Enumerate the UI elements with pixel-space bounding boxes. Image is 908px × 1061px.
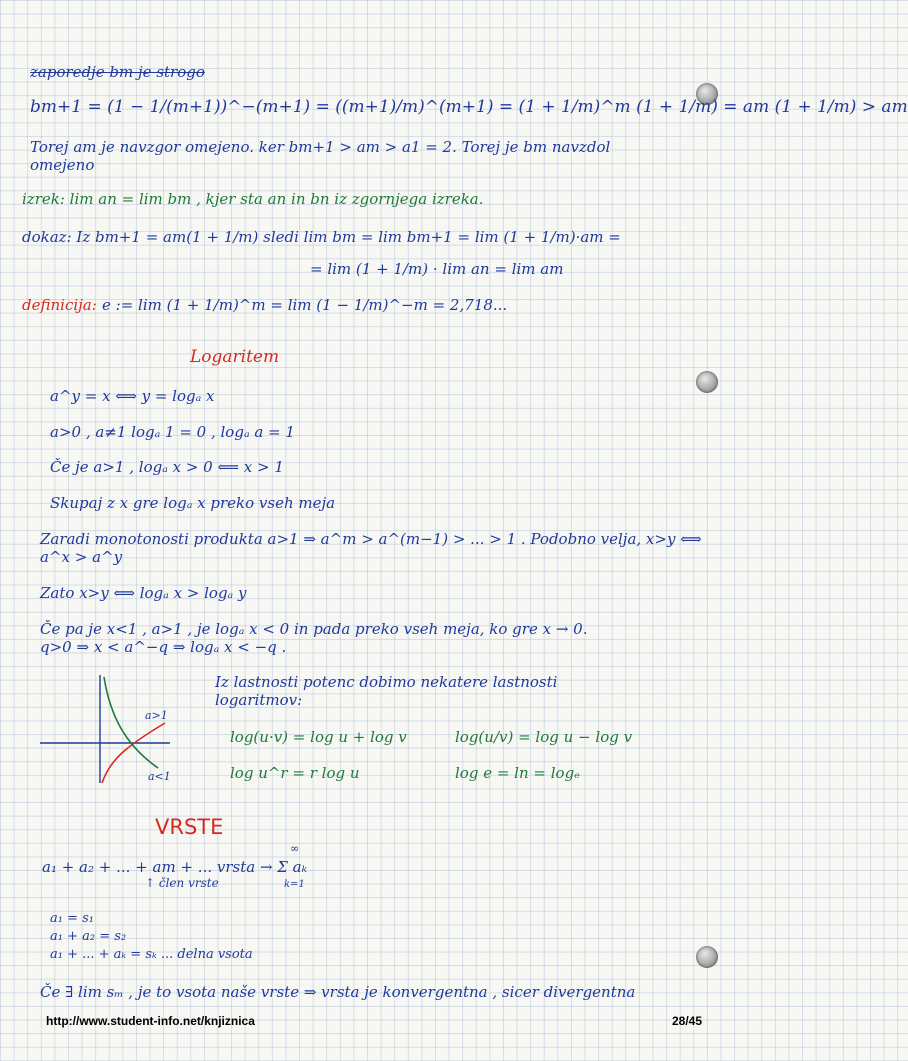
note-line-12: Skupaj z x gre logₐ x preko vseh meja <box>50 494 336 512</box>
footer-url: http://www.student-info.net/knjiznica <box>46 1014 255 1028</box>
proof-line-2: = lim (1 + 1/m) · lim an = lim am <box>310 260 564 278</box>
note-line-25: a₁ + a₂ = s₂ <box>50 929 127 944</box>
note-line-14: a^x > a^y <box>40 548 123 566</box>
heading-logaritem: Logaritem <box>190 347 280 367</box>
footer-page-number: 28/45 <box>671 1014 702 1028</box>
note-line-2: bm+1 = (1 − 1/(m+1))^−(m+1) = ((m+1)/m)^(m+1) = (1 + 1/m)^m (1 + 1/m) = am (1 + 1/m) > am <box>30 97 908 117</box>
logarithm-graph <box>40 665 170 790</box>
note-line-13: Zaradi monotonosti produkta a>1 ⇒ a^m > a^(m−1) > ... > 1 . Podobno velja, x>y ⟺ <box>40 530 702 548</box>
definition-line: e := lim (1 + 1/m)^m = lim (1 − 1/m)^−m = 2,718... <box>102 296 508 314</box>
note-line-23: ↑ člen vrste <box>145 876 219 890</box>
note-line-10: a>0 , a≠1 logₐ 1 = 0 , logₐ a = 1 <box>50 423 295 441</box>
log-rule-power: log u^r = r log u <box>230 764 360 782</box>
proof-line-1: dokaz: Iz bm+1 = am(1 + 1/m) sledi lim bm = lim bm+1 = lim (1 + 1/m)·am = <box>22 228 621 246</box>
note-line-27: Če ∃ lim sₘ , je to vsota naše vrste ⇒ vrsta je konvergentna , sicer divergentna <box>40 983 636 1001</box>
sum-upper-index: ∞ <box>290 842 300 855</box>
note-line-11: Če je a>1 , logₐ x > 0 ⟸ x > 1 <box>50 458 284 476</box>
note-line-17: q>0 ⇒ x < a^−q ⇒ logₐ x < −q . <box>40 638 287 656</box>
note-line-9: a^y = x ⟺ y = logₐ x <box>50 387 215 405</box>
note-line-16: Če pa je x<1 , a>1 , je logₐ x < 0 in pada preko vseh meja, ko gre x → 0. <box>40 620 588 638</box>
sum-lower-index: k=1 <box>284 879 305 890</box>
note-line-15: Zato x>y ⟺ logₐ x > logₐ y <box>40 584 247 602</box>
note-line-24: a₁ = s₁ <box>50 911 95 926</box>
note-line-26: a₁ + ... + aₖ = sₖ ... delna vsota <box>50 947 253 962</box>
note-line-4: omejeno <box>30 156 95 174</box>
note-line-22: a₁ + a₂ + ... + am + ... vrsta → Σ aₖ <box>42 858 308 876</box>
punch-hole-bottom <box>696 946 718 968</box>
graph-curve-a-lt-1 <box>104 677 158 768</box>
definition-label: definicija: <box>22 296 97 314</box>
graph-label-a-lt-1: a<1 <box>148 770 171 783</box>
log-rule-quotient: log(u/v) = log u − log v <box>455 728 633 746</box>
note-line-19: logaritmov: <box>215 691 303 709</box>
punch-hole-middle <box>696 371 718 393</box>
heading-vrste: VRSTE <box>155 815 224 839</box>
note-line-18: Iz lastnosti potenc dobimo nekatere lastnosti <box>215 673 558 691</box>
note-line-1: zaporedje bm je strogo <box>30 63 205 81</box>
log-rule-natural: log e = ln = logₑ <box>455 764 580 782</box>
log-rule-product: log(u·v) = log u + log v <box>230 728 407 746</box>
note-line-3: Torej am je navzgor omejeno. ker bm+1 > am > a1 = 2. Torej je bm navzdol <box>30 138 611 156</box>
theorem-line: izrek: lim an = lim bm , kjer sta an in bn iz zgornjega izreka. <box>22 190 484 208</box>
graph-label-a-gt-1: a>1 <box>145 709 168 722</box>
